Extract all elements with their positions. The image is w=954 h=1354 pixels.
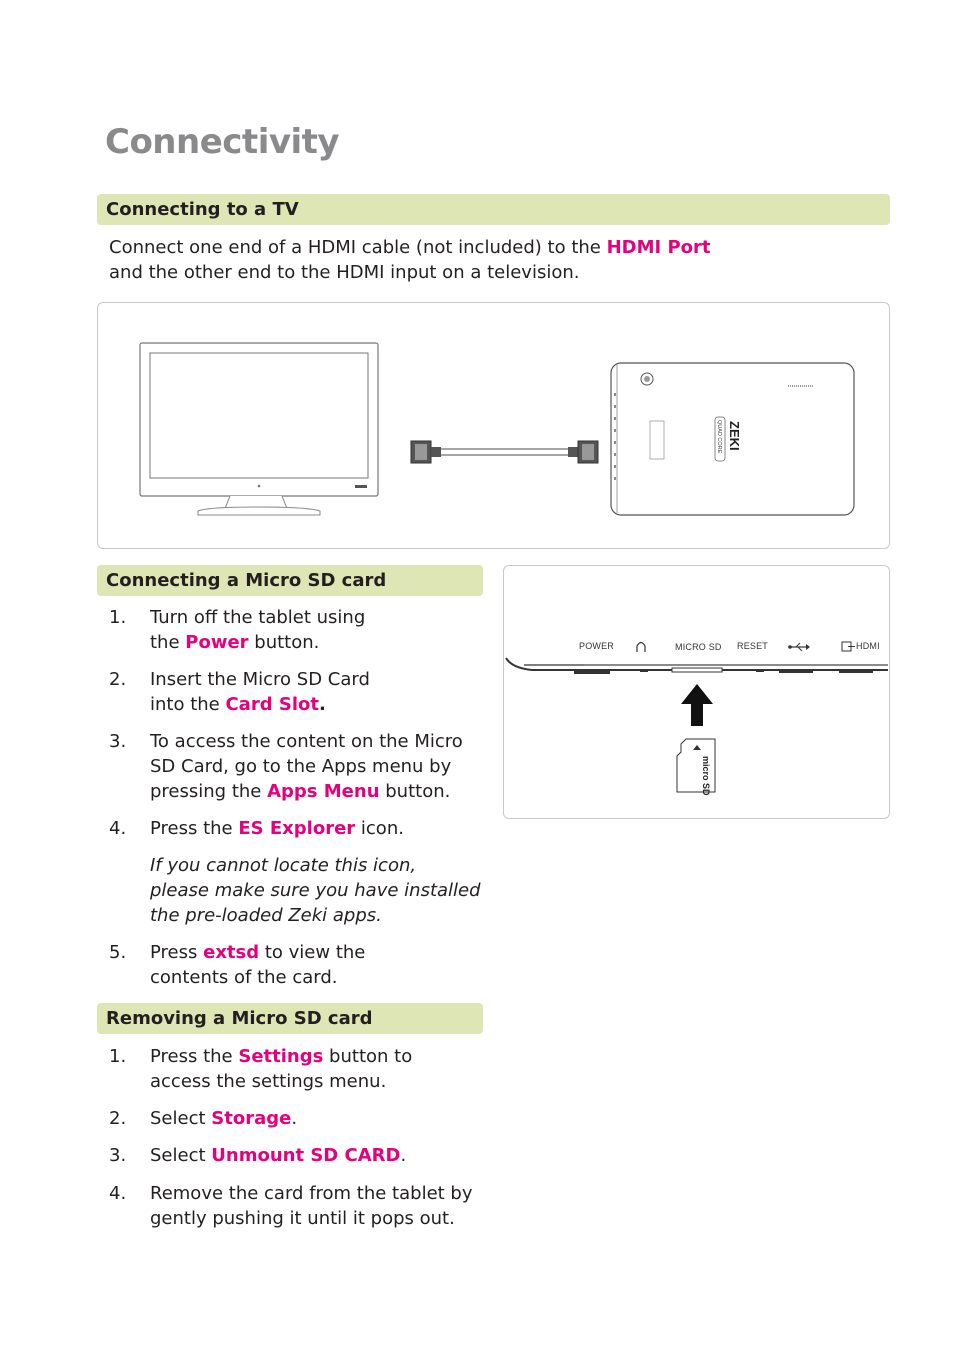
arrow-up-icon <box>681 684 713 726</box>
unmount-highlight: Unmount SD CARD <box>211 1145 401 1166</box>
section-heading-tv: Connecting to a TV <box>97 194 890 225</box>
micro-sd-card-icon <box>677 739 715 796</box>
usb-icon <box>788 643 810 651</box>
micro-sd-port-label: MICRO SD <box>675 642 722 652</box>
card-slot-highlight: Card Slot <box>225 694 319 715</box>
tv-intro <box>109 235 809 285</box>
es-explorer-highlight: ES Explorer <box>238 818 356 839</box>
tv-intro-text-2: and the other end to the HDMI input on a television. <box>109 262 580 283</box>
section-heading-sd-remove: Removing a Micro SD card <box>97 1003 483 1034</box>
power-highlight: Power <box>185 632 249 653</box>
tv-intro-text: Connect one end of a HDMI cable (not included) to the <box>109 237 607 258</box>
apps-menu-highlight: Apps Menu <box>267 781 380 802</box>
sd-remove-steps: 1. Press the Settings button to access the settings menu. 2. Select Storage. 3. Select Unmount SD CARD. 4. Remove the card from the tablet by gently pushing it until it pops out. <box>109 1046 473 1229</box>
sd-connect-steps: 1. Turn off the tablet using the Power button. 2. Insert the Micro SD Card into the Card Slot. 3. To access the content on the Micro SD Card, go to the Apps menu by pressing the Apps Menu button. 4. Press the ES Explorer icon. If you cannot locate this icon, please make sure you have installed the pre-loaded Zeki apps. 5. Press extsd to view the contents of the card. <box>109 605 489 995</box>
hdmi-port-highlight: HDMI Port <box>606 237 711 258</box>
sd-port-illustration <box>504 566 888 817</box>
reset-port-label: RESET <box>737 641 769 651</box>
tablet-sub: QUAD CORE <box>716 420 722 454</box>
hdmi-icon <box>842 642 855 651</box>
tablet-brand: ZEKI <box>727 421 742 451</box>
settings-highlight: Settings <box>238 1046 324 1067</box>
section-heading-sd-connect: Connecting a Micro SD card <box>97 565 483 596</box>
tv-diagram-frame <box>97 302 890 549</box>
extsd-highlight: extsd <box>203 942 260 963</box>
power-port-label: POWER <box>579 641 615 651</box>
tv-connection-illustration <box>98 303 888 547</box>
card-text: micro SD <box>701 756 711 796</box>
page-title: Connectivity <box>105 122 340 162</box>
headphone-icon <box>637 643 645 653</box>
storage-highlight: Storage <box>211 1108 292 1129</box>
note: If you cannot locate this icon, please make sure you have installed the pre-loaded Zeki apps. <box>150 855 481 926</box>
hdmi-port-label: HDMI <box>856 641 880 651</box>
sd-port-diagram-frame <box>503 565 890 819</box>
